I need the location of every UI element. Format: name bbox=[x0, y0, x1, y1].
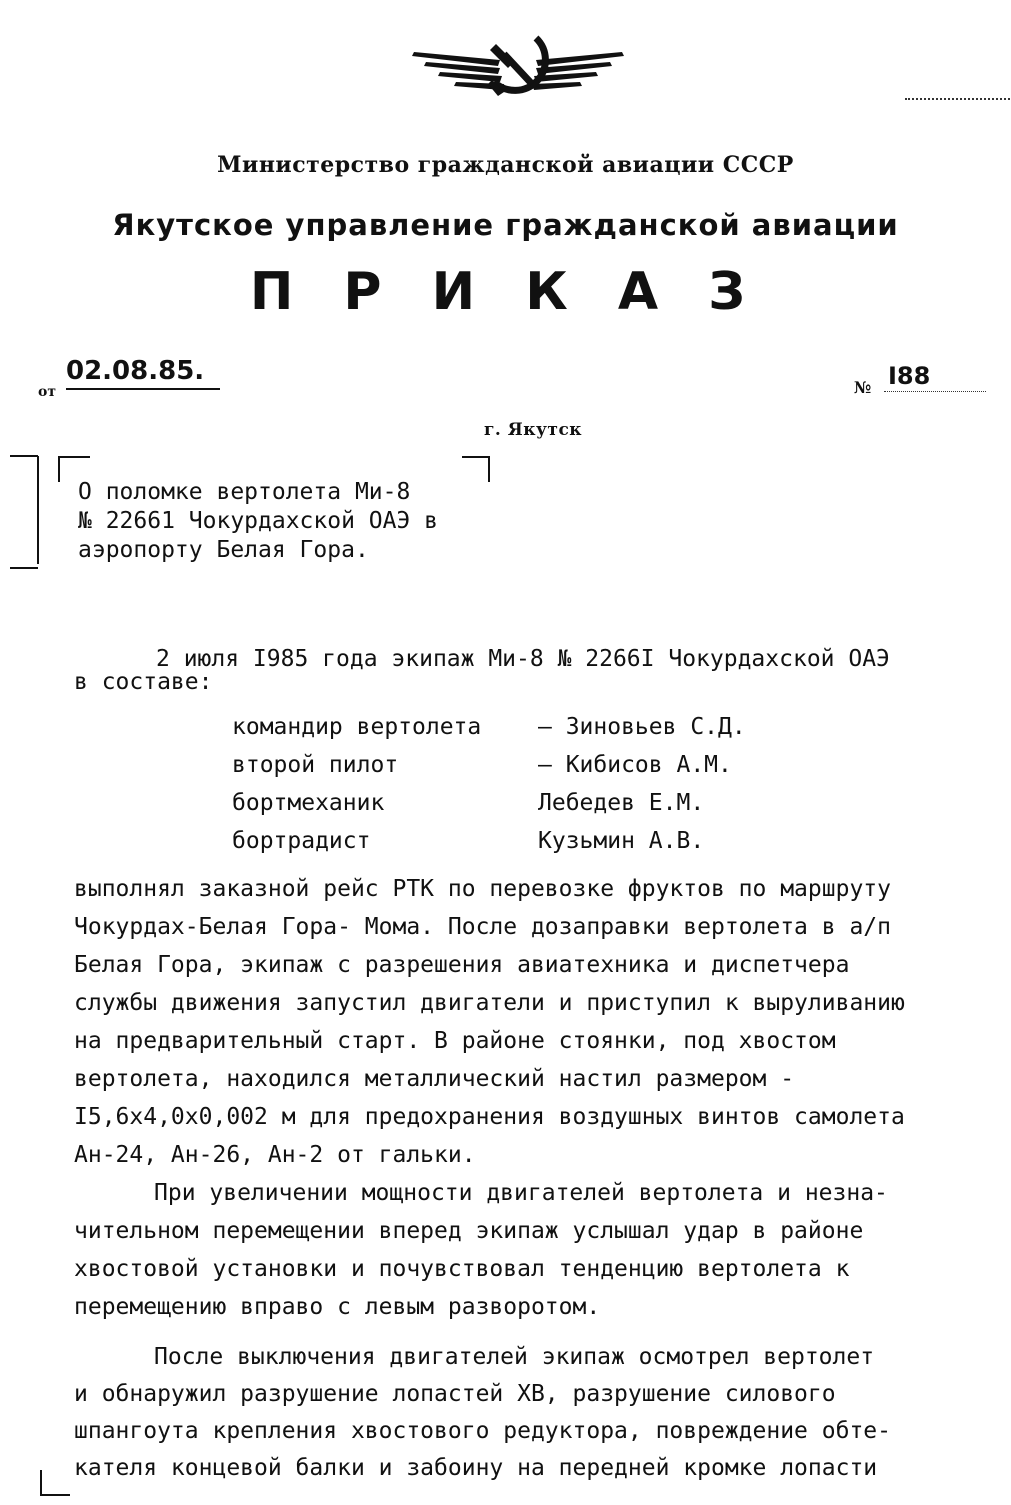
text-line: выполнял заказной рейс РТК по перевозке фруктов по маршруту bbox=[74, 876, 891, 902]
crew-name: Лебедев Е.М. bbox=[538, 790, 705, 816]
text-line: I5,6х4,0х0,002 м для предохранения воздушных винтов самолета bbox=[74, 1104, 905, 1130]
text-line: перемещению вправо с левым разворотом. bbox=[74, 1294, 601, 1320]
crew-role: командир вертолета bbox=[232, 714, 482, 740]
crew-role: бортрадист bbox=[232, 828, 371, 854]
text-line: При увеличении мощности двигателей вертолета и незна- bbox=[154, 1180, 888, 1206]
number-prefix: № bbox=[854, 378, 872, 397]
crew-list bbox=[232, 708, 932, 860]
crew-name: – Кибисов А.М. bbox=[538, 752, 732, 778]
crew-row bbox=[232, 784, 932, 822]
third-paragraph bbox=[74, 1339, 994, 1487]
second-paragraph bbox=[74, 1174, 994, 1326]
directorate-heading: Якутское управление гражданской авиации bbox=[112, 208, 899, 242]
crew-row bbox=[232, 746, 932, 784]
ministry-heading: Министерство гражданской авиации СССР bbox=[217, 152, 794, 178]
order-subject: О поломке вертолета Ми-8 № 22661 Чокурдахской ОАЭ в аэропорту Белая Гора. bbox=[78, 479, 439, 563]
text-line: и обнаружил разрушение лопастей ХВ, разрушение силового bbox=[74, 1381, 836, 1407]
intro-line: в составе: bbox=[74, 669, 213, 695]
text-line: вертолета, находился металлический настил размером - bbox=[74, 1066, 795, 1092]
margin-bracket-mark bbox=[8, 454, 40, 570]
order-number: I88 bbox=[884, 362, 986, 392]
text-line: Чокурдах-Белая Гора- Мома. После дозаправки вертолета в а/п bbox=[74, 914, 891, 940]
crew-row bbox=[232, 822, 932, 860]
text-line: чительном перемещении вперед экипаж услышал удар в районе bbox=[74, 1218, 864, 1244]
city-line: г. Якутск bbox=[484, 420, 583, 440]
order-date: 02.08.85. bbox=[66, 356, 220, 390]
winged-hammer-sickle-emblem bbox=[408, 30, 628, 102]
text-line: на предварительный старт. В районе стоянки, под хвостом bbox=[74, 1028, 836, 1054]
date-prefix: от bbox=[38, 384, 57, 400]
crew-role: второй пилот bbox=[232, 752, 399, 778]
crew-role: бортмеханик bbox=[232, 790, 385, 816]
crew-name: Кузьмин А.В. bbox=[538, 828, 705, 854]
main-paragraph bbox=[74, 870, 994, 1174]
crew-name: – Зиновьев С.Д. bbox=[538, 714, 746, 740]
crew-row bbox=[232, 708, 932, 746]
text-line: шпангоута крепления хвостового редуктора, повреждение обте- bbox=[74, 1418, 891, 1444]
intro-line: 2 июля I985 года экипаж Ми-8 № 2266I Чокурдахской ОАЭ bbox=[156, 646, 890, 672]
text-line: кателя концевой балки и забоину на передней кромке лопасти bbox=[74, 1455, 878, 1481]
text-line: Белая Гора, экипаж с разрешения авиатехника и диспетчера bbox=[74, 952, 850, 978]
text-line: хвостовой установки и почувствовал тенденцию вертолета к bbox=[74, 1256, 850, 1282]
text-line: Ан-24, Ан-26, Ан-2 от гальки. bbox=[74, 1142, 476, 1168]
bottom-left-corner-mark bbox=[40, 1470, 70, 1496]
text-line: службы движения запустил двигатели и приступил к выруливанию bbox=[74, 990, 905, 1016]
top-right-mark bbox=[905, 98, 1010, 100]
intro-paragraph bbox=[74, 642, 994, 695]
document-type-title: П Р И К А З bbox=[249, 262, 762, 322]
text-line: После выключения двигателей экипаж осмотрел вертолет bbox=[154, 1344, 875, 1370]
